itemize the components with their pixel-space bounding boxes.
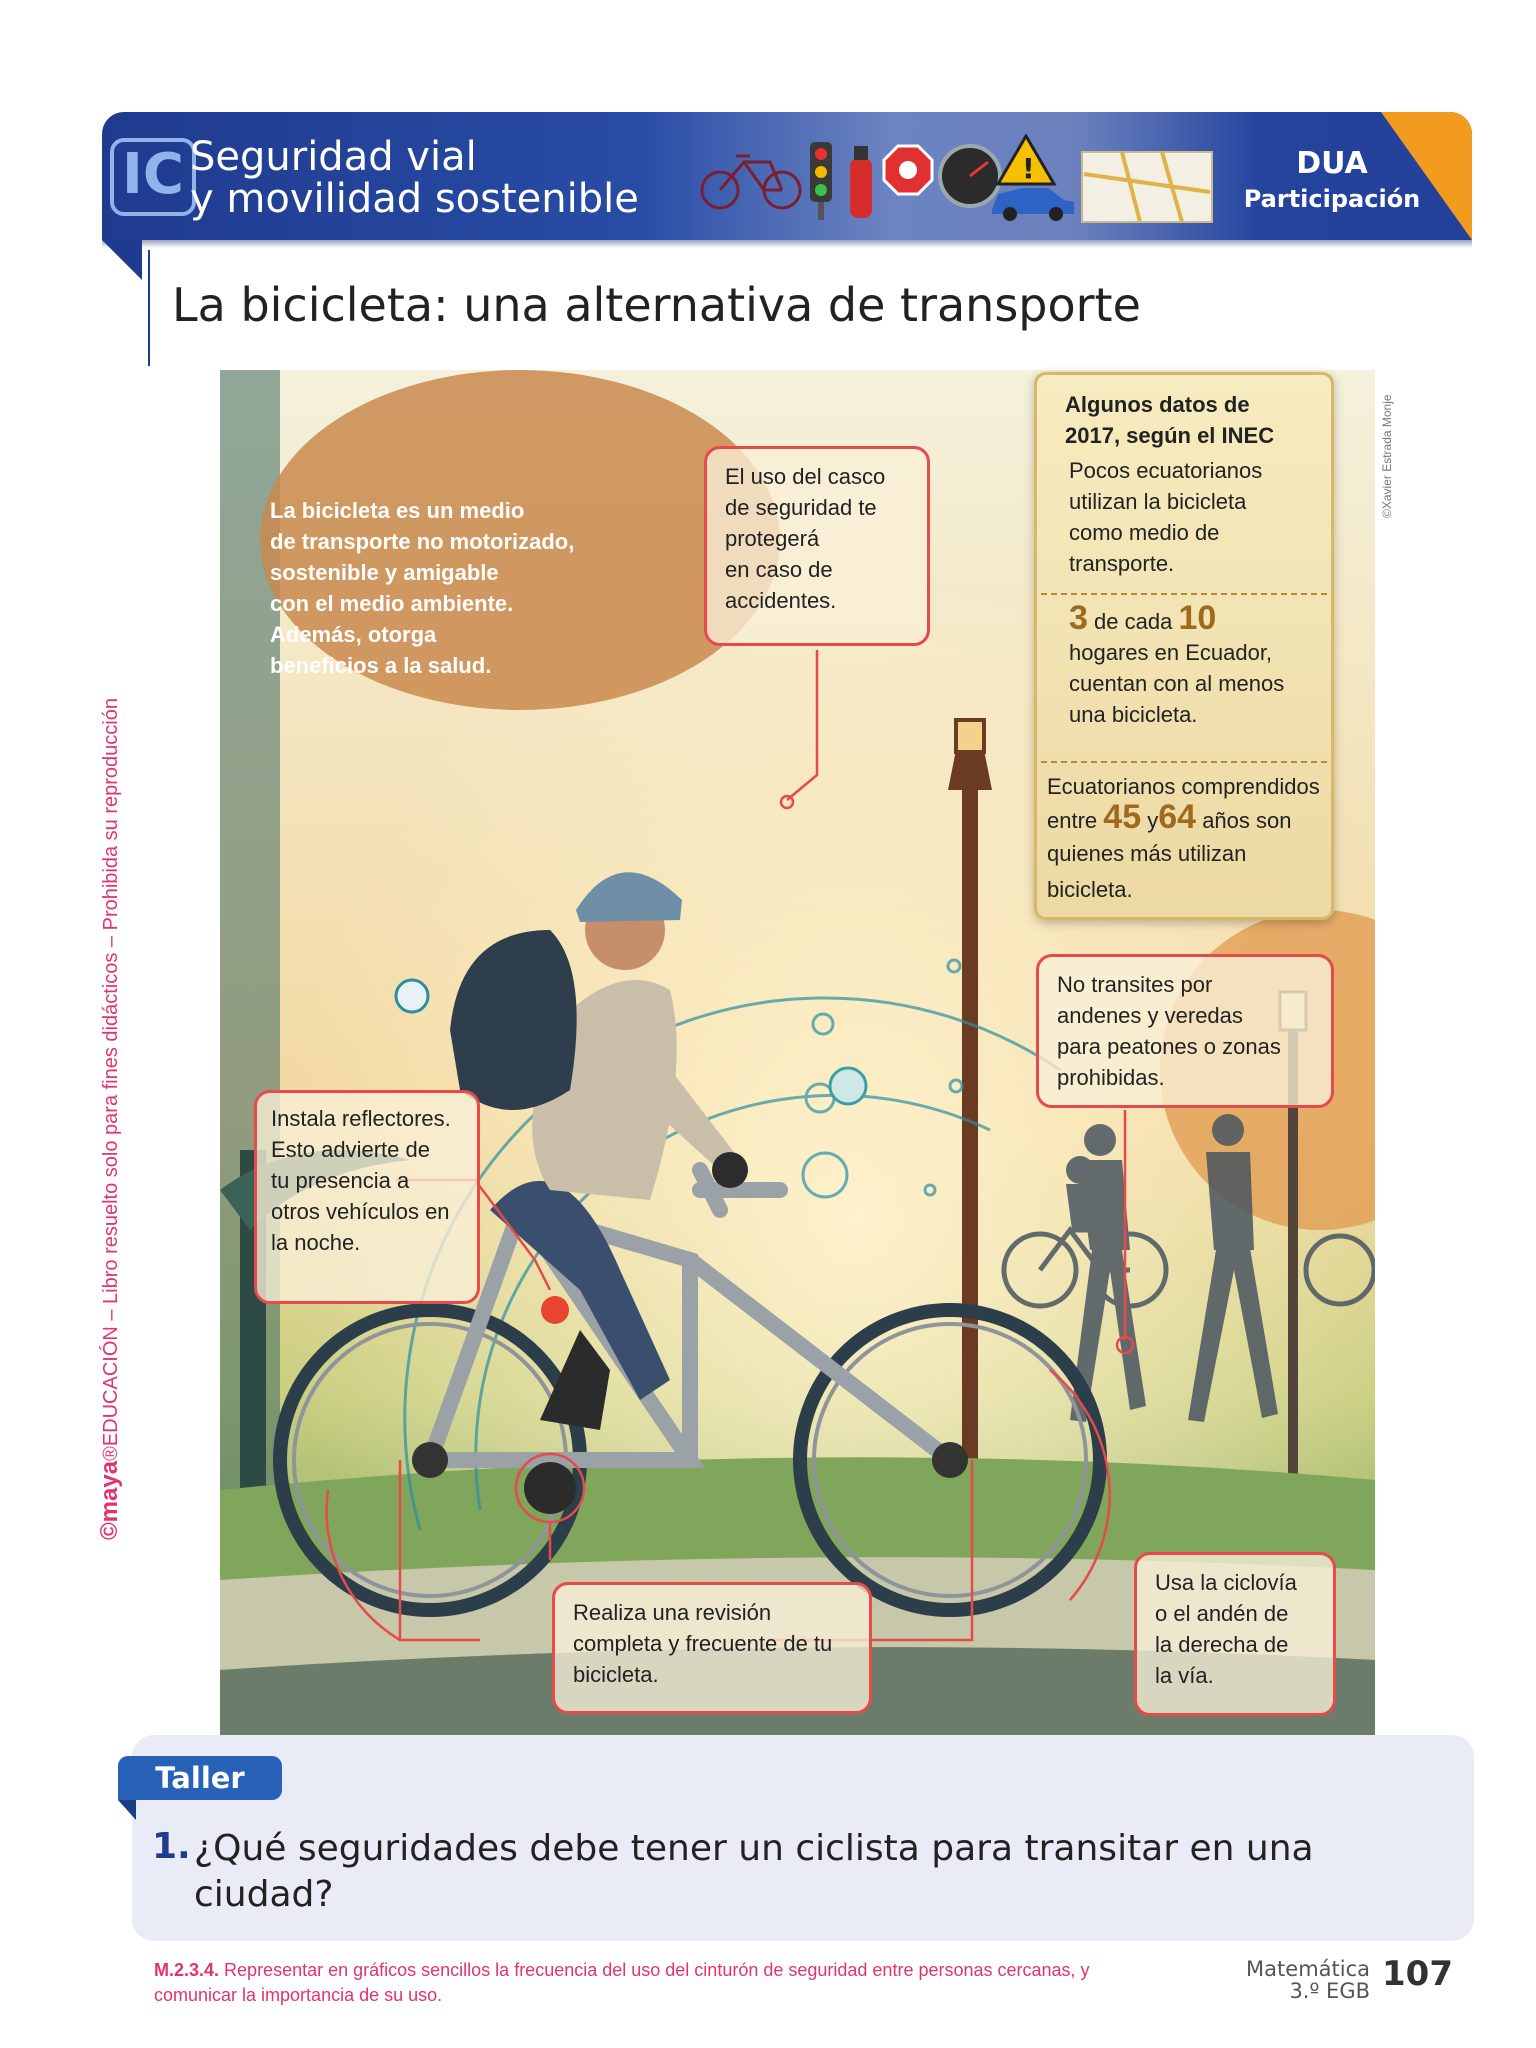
- callout-line: prohibidas.: [1057, 1065, 1165, 1090]
- stats-line: como medio de: [1069, 520, 1220, 545]
- svg-text:!: !: [1022, 152, 1035, 185]
- speedometer-icon: [940, 146, 1000, 206]
- stat-text-y: y: [1147, 808, 1159, 833]
- stats-divider: [1041, 761, 1327, 763]
- stats-line: cuentan con al menos: [1069, 671, 1285, 696]
- callout-line: la noche.: [271, 1230, 361, 1255]
- stat-text-entre: entre: [1047, 808, 1098, 833]
- header-banner: [102, 112, 1472, 240]
- warning-sign-icon: [998, 136, 1054, 185]
- stats-households-headline: [1069, 599, 1311, 637]
- traffic-icons-strip: [692, 134, 1232, 224]
- callout-helmet: [704, 446, 930, 646]
- callout-line: No transites por: [1057, 972, 1213, 997]
- vertical-copyright: [96, 698, 124, 1540]
- callout-line: El uso del casco: [725, 464, 886, 489]
- curriculum-standard: [154, 1958, 1114, 2008]
- callout-line: en caso de: [725, 557, 833, 582]
- banner-shadow: [102, 240, 1472, 248]
- banner-title-line1: Seguridad vial: [190, 134, 477, 180]
- stats-line: transporte.: [1069, 551, 1175, 576]
- stats-age-headline: [1047, 798, 1327, 836]
- callout-line: andenes y veredas: [1057, 1003, 1243, 1028]
- glove-icon: [712, 1152, 748, 1188]
- callout-line: bicicleta.: [573, 1662, 659, 1687]
- callout-revision: [552, 1582, 872, 1714]
- question-number: 1.: [152, 1826, 191, 1867]
- callout-sidewalk: [1036, 954, 1334, 1108]
- stat-number-45: 45: [1103, 798, 1142, 836]
- copyright-text: ®EDUCACIÓN – Libro resuelto solo para fines didácticos – Prohibida su reproducción: [100, 698, 122, 1461]
- intro-line: La bicicleta es un medio: [270, 498, 525, 523]
- stop-sign-icon: [884, 146, 932, 194]
- stat-text-de-cada: de cada: [1094, 609, 1173, 634]
- stat-text-anos-son: años son: [1202, 808, 1292, 833]
- ic-logo: IC: [110, 138, 196, 216]
- copyright-brand: ©maya: [96, 1460, 123, 1540]
- reflector-icon: [541, 1296, 569, 1324]
- stat-number-10: 10: [1178, 599, 1217, 637]
- standard-code: M.2.3.4.: [154, 1960, 220, 1980]
- callout-line: de seguridad te: [725, 495, 877, 520]
- hud-badge-icon: [830, 1068, 866, 1104]
- bicycle-icon: [702, 156, 800, 208]
- intro-line: sostenible y amigable: [270, 560, 499, 585]
- dua-subtitle: Participación: [1243, 185, 1421, 213]
- callout-line: la derecha de: [1155, 1632, 1289, 1657]
- stats-divider: [1041, 593, 1327, 595]
- title-rule: [148, 250, 150, 366]
- intro-line: con el medio ambiente.: [270, 591, 514, 616]
- stats-line: quienes más utilizan: [1047, 841, 1247, 866]
- callout-line: protegerá: [725, 526, 820, 551]
- callout-line: para peatones o zonas: [1057, 1034, 1281, 1059]
- callout-line: otros vehículos en: [271, 1199, 450, 1224]
- stat-number-64: 64: [1158, 798, 1197, 836]
- stats-line: Ecuatorianos comprendidos: [1047, 774, 1320, 799]
- banner-corner-fold: [102, 240, 142, 280]
- intro-text: [270, 495, 650, 681]
- book-name: [1180, 1958, 1370, 2002]
- callout-line: completa y frecuente de tu: [573, 1631, 833, 1656]
- callout-line: accidentes.: [725, 588, 837, 613]
- taller-tab-fold: [118, 1800, 136, 1820]
- stats-line: Pocos ecuatorianos: [1069, 458, 1263, 483]
- stats-section-3: [1037, 771, 1331, 908]
- banner-title-line2: y movilidad sostenible: [190, 176, 639, 222]
- dua-label: DUA: [1296, 146, 1368, 181]
- image-credit: ©Xavier Estrada Monje: [1380, 394, 1394, 518]
- callout-line: Instala reflectores.: [271, 1106, 451, 1131]
- stats-title-line: 2017, según el INEC: [1065, 423, 1275, 448]
- car-icon: [992, 188, 1074, 221]
- callout-reflectors: [254, 1090, 480, 1304]
- intro-line: de transporte no motorizado,: [270, 529, 575, 554]
- stats-title-line: Algunos datos de: [1065, 392, 1250, 417]
- stats-section-2: [1037, 599, 1331, 730]
- hud-badge-left-icon: [396, 980, 428, 1012]
- callout-line: tu presencia a: [271, 1168, 410, 1193]
- callout-line: Esto advierte de: [271, 1137, 430, 1162]
- stats-line: utilizan la bicicleta: [1069, 489, 1247, 514]
- page-number: 107: [1382, 1954, 1453, 1994]
- book-subject: Matemática: [1246, 1957, 1370, 1981]
- question-text: ¿Qué seguridades debe tener un ciclista para transitar en una ciudad?: [194, 1828, 1314, 1915]
- intro-line: beneficios a la salud.: [270, 653, 492, 678]
- callout-line: Usa la ciclovía: [1155, 1570, 1297, 1595]
- stats-title: [1037, 389, 1331, 451]
- callout-bikelane: [1134, 1552, 1336, 1716]
- chainring-icon: [524, 1462, 576, 1514]
- stat-number-3: 3: [1069, 599, 1088, 637]
- dua-badge: [1222, 146, 1442, 213]
- map-icon: [1082, 152, 1212, 222]
- callout-line: o el andén de: [1155, 1601, 1289, 1626]
- taller-tab: Taller: [118, 1756, 282, 1800]
- intro-line: Además, otorga: [270, 622, 437, 647]
- stats-section-1: [1037, 455, 1331, 579]
- callout-line: la vía.: [1155, 1663, 1214, 1688]
- banner-title: [190, 136, 639, 220]
- traffic-light-icon: [810, 142, 832, 220]
- stats-line: hogares en Ecuador,: [1069, 640, 1273, 665]
- fire-extinguisher-icon: [850, 146, 872, 218]
- inec-stats-box: [1034, 372, 1334, 920]
- standard-text: Representar en gráficos sencillos la frecuencia del uso del cinturón de seguridad entre personas cercanas, y comunicar la importancia de su uso.: [154, 1960, 1090, 2005]
- book-grade: 3.º EGB: [1289, 1979, 1370, 2003]
- callout-line: Realiza una revisión: [573, 1600, 772, 1625]
- stats-line: bicicleta.: [1047, 877, 1133, 902]
- stats-line: una bicicleta.: [1069, 702, 1198, 727]
- page-title: La bicicleta: una alternativa de transporte: [172, 278, 1141, 332]
